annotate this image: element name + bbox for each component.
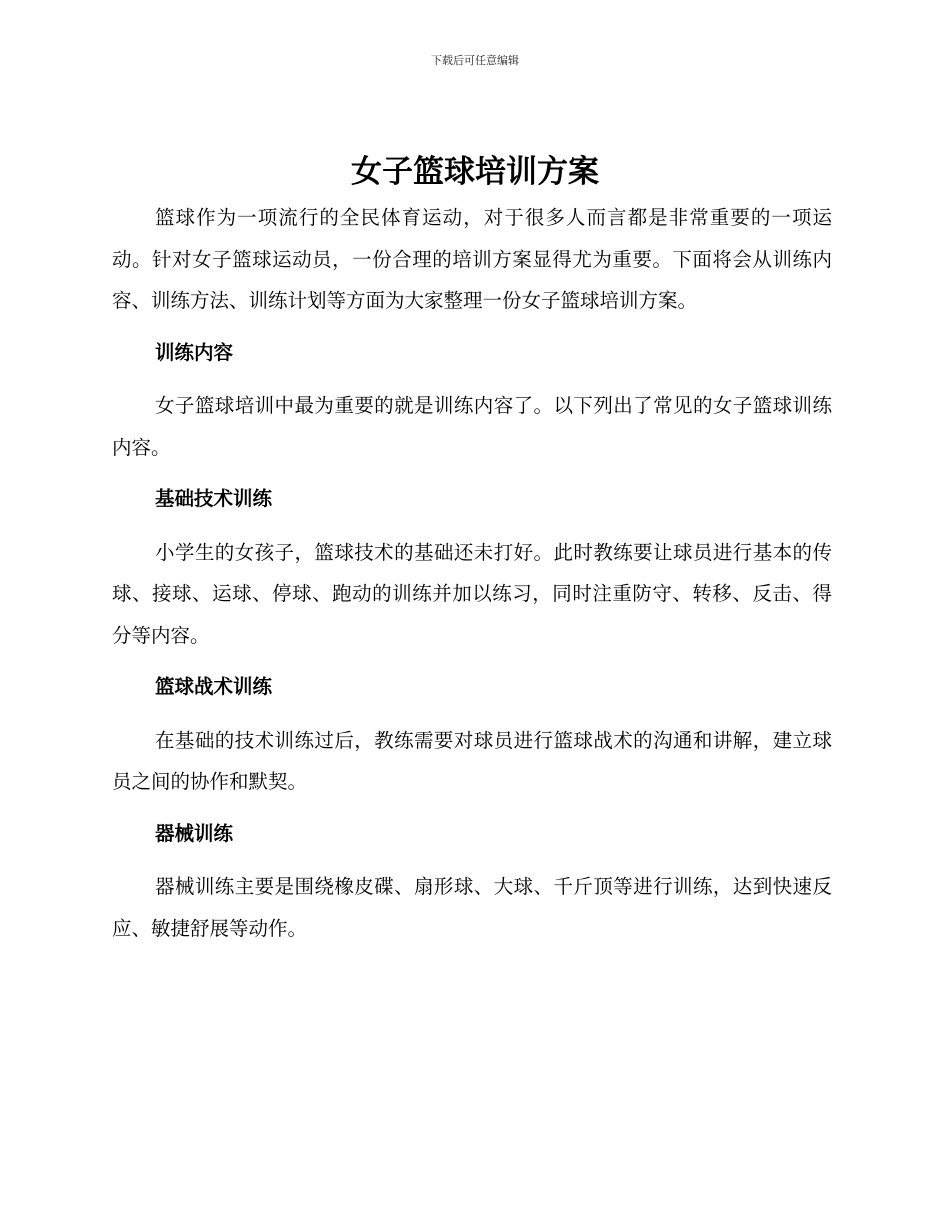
section-body-basic-technique: 小学生的女孩子，篮球技术的基础还未打好。此时教练要让球员进行基本的传球、接球、运球、停球、跑动的训练并加以练习，同时注重防守、转移、反击、得分等内容。: [112, 540, 832, 647]
section-body-equipment: 器械训练主要是围绕橡皮碟、扇形球、大球、千斤顶等进行训练，达到快速反应、敏捷舒展等动作。: [112, 875, 832, 940]
document-title: 女子篮球培训方案: [351, 154, 599, 190]
section-heading-training-content: 训练内容: [155, 340, 234, 364]
section-body-tactics: 在基础的技术训练过后，教练需要对球员进行篮球战术的沟通和讲解，建立球员之间的协作和默契。: [112, 728, 832, 793]
section-heading-basic-technique: 基础技术训练: [155, 487, 273, 510]
section-heading-equipment: 器械训练: [155, 821, 234, 845]
page-header-note: 下载后可任意编辑: [431, 54, 519, 67]
intro-paragraph: 篮球作为一项流行的全民体育运动，对于很多人而言都是非常重要的一项运动。针对女子篮球运动员，一份合理的培训方案显得尤为重要。下面将会从训练内容、训练方法、训练计划等方面为大家整理一份女子篮球培训方案。: [112, 206, 832, 312]
section-body-training-content: 女子篮球培训中最为重要的就是训练内容了。以下列出了常见的女子篮球训练内容。: [112, 394, 832, 459]
section-heading-tactics: 篮球战术训练: [155, 675, 273, 698]
document-body: [112, 197, 832, 959]
